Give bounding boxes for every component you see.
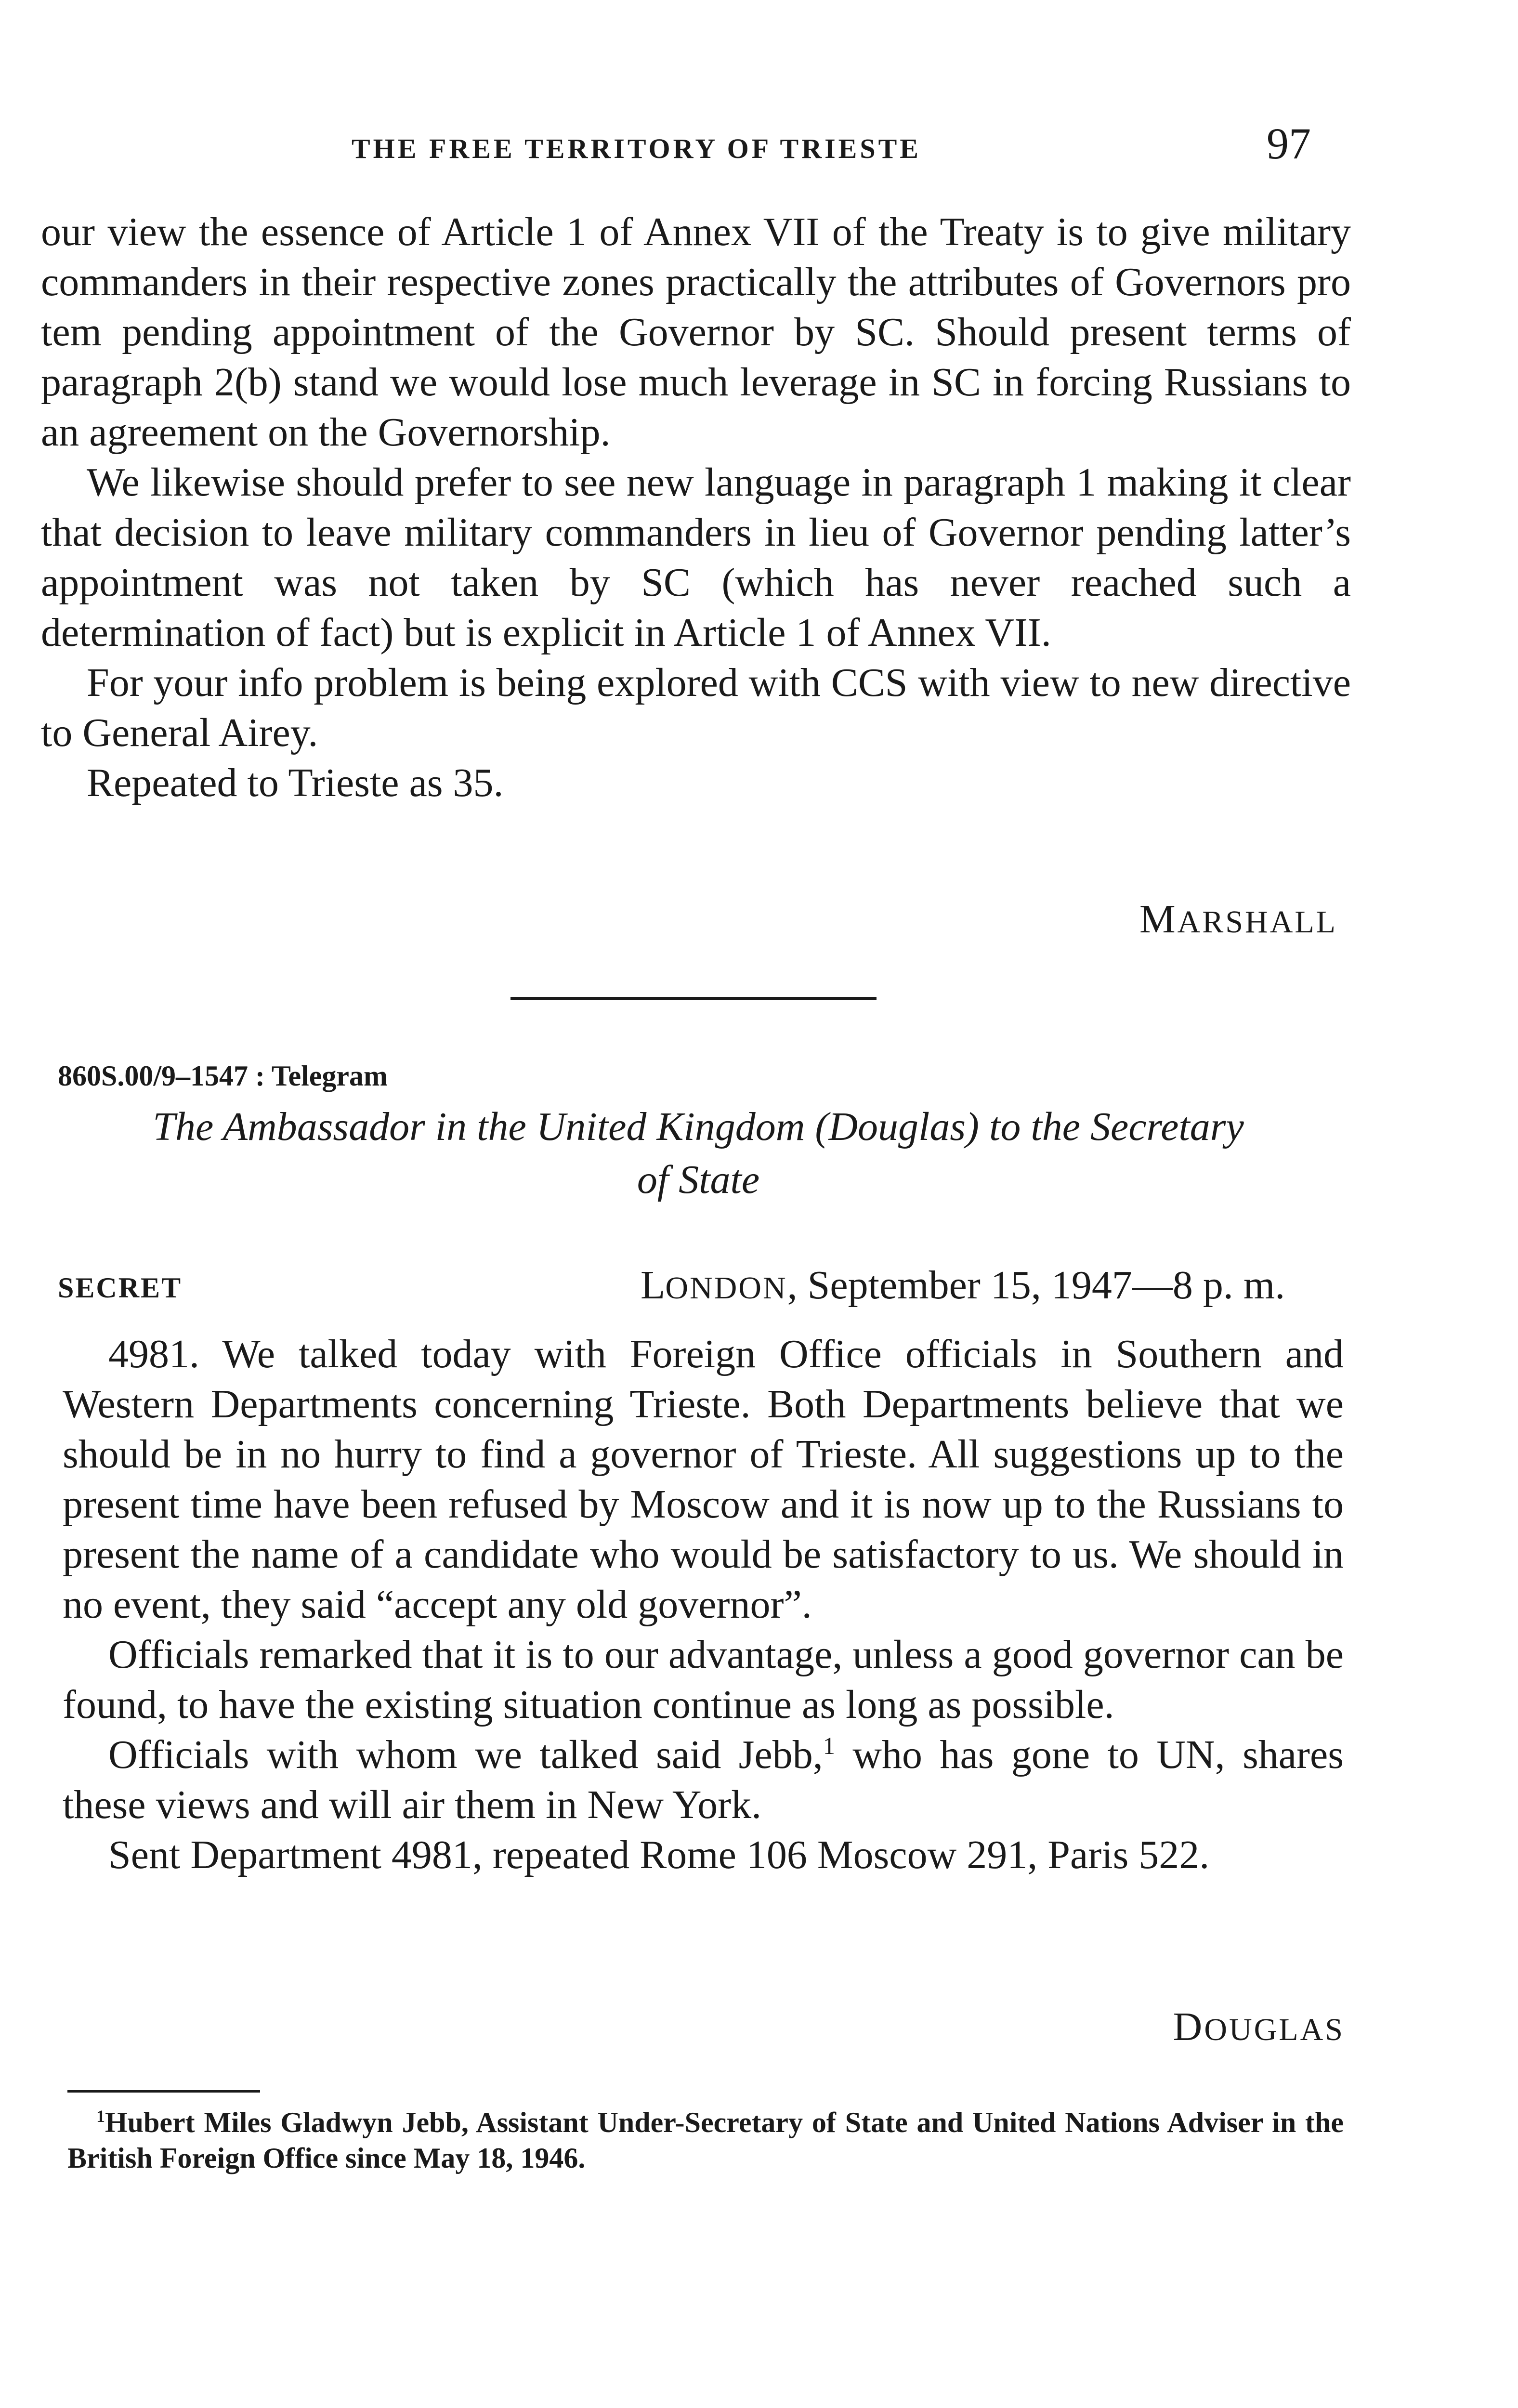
signature-initial: D — [1173, 2004, 1204, 2049]
footnote-marker: 1 — [96, 2107, 105, 2126]
dateline-city-initial: L — [641, 1263, 666, 1308]
signature-initial: M — [1139, 897, 1178, 942]
paragraph: our view the essence of Article 1 of Annex VII of the Treaty is to give military commanders in their respective zones practically the attributes of Governors pro tem pending appointment of the Governor by SC. Should present terms of paragraph 2(b) stand we would lose much leverage in SC in forcing Russians to an agreement on the Governorship. — [41, 209, 1351, 455]
footnote-divider — [67, 2090, 260, 2093]
paragraph: We likewise should prefer to see new language in paragraph 1 making it clear that decision to leave military commanders in lieu of Governor pending latter’s appointment was not taken by SC (which has never reached such a determination of fact) but is explicit in Article 1 of Annex VII. — [41, 460, 1351, 655]
classification-mark: SECRET — [58, 1272, 183, 1304]
paragraph: 4981. We talked today with Foreign Office officials in Southern and Western Departments concerning Trieste. Both Departments believe that we should be in no hurry to find a governor of Trieste. All suggestions up to the present time have been refused by Moscow and it is now up to the Russians to present the name of a candidate who would be satisfactory to us. We should in no event, they said “accept any old governor”. — [63, 1332, 1344, 1627]
page-number: 97 — [1267, 119, 1311, 168]
signature-rest: ARSHALL — [1177, 904, 1337, 940]
footnote — [67, 2105, 1344, 2176]
dateline — [641, 1262, 1285, 1309]
paragraph-text: who has gone to UN, shares these views and will air them in New York. — [63, 1732, 1344, 1827]
signature-rest: OUGLAS — [1204, 2012, 1345, 2047]
paragraph — [63, 1730, 1344, 1830]
paragraph-text: Officials with whom we talked said Jebb, — [108, 1732, 823, 1777]
heading-line: of State — [637, 1157, 760, 1202]
telegram-body — [63, 1329, 1344, 1880]
heading-line: The Ambassador in the United Kingdom (Douglas) to the Secretary — [153, 1104, 1244, 1149]
paragraph: Officials remarked that it is to our advantage, unless a good governor can be found, to have the existing situation continue as long as possible. — [63, 1632, 1344, 1727]
file-reference: 860S.00/9–1547 : Telegram — [58, 1060, 388, 1092]
dateline-date: , September 15, 1947—8 p. m. — [787, 1263, 1285, 1308]
document-heading — [58, 1100, 1339, 1206]
continuation-text — [41, 207, 1351, 808]
footnote-reference: 1 — [823, 1732, 835, 1759]
footnote-text: Hubert Miles Gladwyn Jebb, Assistant Under-Secretary of State and United Nations Adviser in the British Foreign Office since May 18, 1946. — [67, 2107, 1344, 2174]
paragraph: Repeated to Trieste as 35. — [87, 760, 504, 805]
dateline-city: ONDON — [665, 1270, 787, 1306]
signature-douglas — [1173, 2003, 1345, 2050]
signature-marshall — [1139, 896, 1337, 942]
running-title: THE FREE TERRITORY OF TRIESTE — [352, 133, 921, 164]
section-divider — [510, 997, 877, 1000]
paragraph: For your info problem is being explored with CCS with view to new directive to General Airey. — [41, 660, 1351, 755]
paragraph: Sent Department 4981, repeated Rome 106 Moscow 291, Paris 522. — [108, 1832, 1210, 1877]
